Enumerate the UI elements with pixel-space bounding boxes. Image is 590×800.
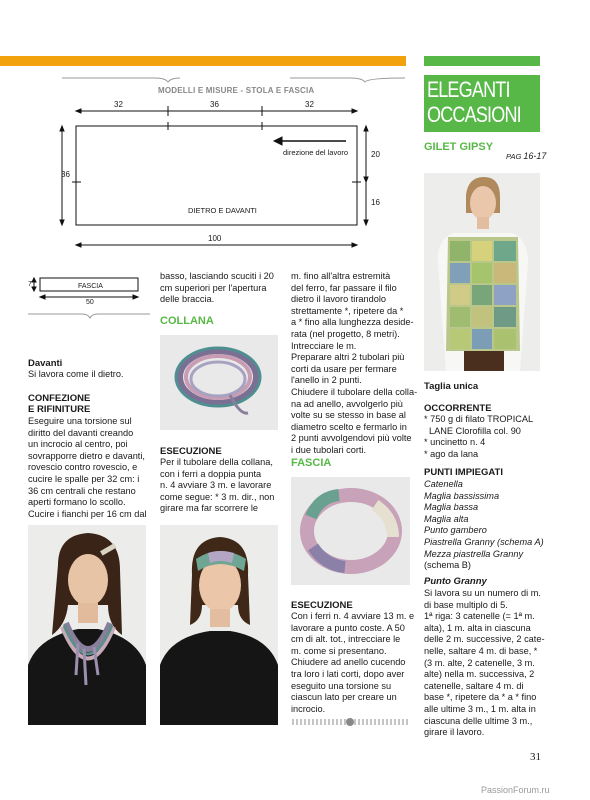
top-green-tab bbox=[424, 56, 540, 66]
page-ref-prefix: PAG bbox=[506, 152, 522, 161]
photo-model-necklace bbox=[28, 525, 146, 725]
measure-top-right: 32 bbox=[305, 100, 314, 109]
schematic-diagram bbox=[0, 0, 420, 260]
fascia-height: 7 bbox=[28, 281, 32, 288]
decorative-ruler bbox=[291, 716, 411, 728]
davanti-text: Si lavora come il dietro. bbox=[28, 369, 124, 379]
granny-heading: Punto Granny bbox=[424, 576, 487, 587]
page-reference bbox=[506, 151, 546, 161]
section-title-line2: OCCASIONI bbox=[427, 102, 521, 127]
punti-heading: PUNTI IMPIEGATI bbox=[424, 467, 503, 478]
photo-headband bbox=[291, 477, 410, 585]
fascia-diagram bbox=[26, 270, 152, 326]
fascia-heading: FASCIA bbox=[291, 457, 332, 469]
section-title-line1: ELEGANTI bbox=[427, 77, 510, 102]
measure-left-height: 36 bbox=[61, 170, 70, 179]
granny-text: Si lavora su un numero di m. di base multiplo di 5. 1ª riga: 3 catenelle (= 1ª m. alta), 1 m. alta in ciascuna delle 2 m. successive, 2 cate- nelle, saltare 4 m. di base, * (3 m. alte, 2 catenelle, 3 m. alte) nella m. successiva, 2 catenelle, saltare 4 m. di base *, ripetere da * a * fino alle ultime 3 m., 1 m. alta in ciascuna delle ultime 3 m., girare il lavoro. bbox=[424, 588, 545, 738]
davanti-heading: Davanti bbox=[28, 358, 63, 369]
project-name: GILET GIPSY bbox=[424, 141, 494, 153]
col3-top-text: m. fino all'altra estremità del ferro, far passare il filo dietro il lavoro tirandolo strettamente *, ripetere da * a * fino alla lunghezza deside- rata (nel progetto, 8 metri). Intrecciare le m. Preparare altri 2 tubolari più corti da usare per fermare l'anello in 2 punti. Chiudere il tubolare della colla- na ad anello, avvolgerlo più volte su se stesso in base al diametro scelto e fermarlo in 2 punti avvolgendovi più volte i due tubolari corti. bbox=[291, 271, 418, 455]
fascia-width: 50 bbox=[86, 299, 94, 306]
watermark: PassionForum.ru bbox=[481, 785, 550, 795]
measure-top-center: 36 bbox=[210, 100, 219, 109]
photo-model-gilet bbox=[424, 173, 540, 371]
measure-bottom: 100 bbox=[208, 234, 222, 243]
collana-heading: COLLANA bbox=[160, 315, 214, 327]
confezione-heading-2: E RIFINITURE bbox=[28, 404, 91, 415]
confezione-text: Eseguire una torsione sul diritto del davanti creando un incrocio al centro, poi sovrapporre dietro e davanti, rovescio contro rovescio, e cucire le spalle per 32 cm: i 36 cm centrali che restano aperti formano lo scollo. Cucire i fianchi per 16 cm dal bbox=[28, 416, 147, 519]
photo-model-headband bbox=[160, 525, 278, 725]
punti-list: Catenella Maglia bassissima Maglia bassa Maglia alta Punto gambero Piastrella Granny (schema A) Mezza piastrella Granny (schema B) bbox=[424, 479, 544, 571]
page-ref-number: 16-17 bbox=[523, 151, 547, 161]
col2-top-text: basso, lasciando scuciti i 20 cm superiori per l'apertura delle braccia. bbox=[160, 271, 274, 305]
esecuzione-heading-collana: ESECUZIONE bbox=[160, 446, 222, 457]
size-label: Taglia unica bbox=[424, 381, 479, 392]
measure-top-left: 32 bbox=[114, 100, 123, 109]
photo-necklace bbox=[160, 335, 278, 430]
occorrente-heading: OCCORRENTE bbox=[424, 403, 492, 414]
occorrente-list: * 750 g di filato TROPICAL LANE Clorofilla col. 90 * uncinetto n. 4 * ago da lana bbox=[424, 414, 534, 459]
fascia-label: FASCIA bbox=[78, 283, 103, 290]
measure-right-top: 20 bbox=[371, 150, 380, 159]
esecuzione-text-collana: Per il tubolare della collana, con i ferri a doppia punta n. 4 avviare 3 m. e lavorare come segue: * 3 m. dir., non girare ma far scorrere le bbox=[160, 457, 275, 514]
page-number: 31 bbox=[530, 751, 541, 763]
piece-label: DIETRO E DAVANTI bbox=[188, 206, 257, 215]
esecuzione-text-fascia: Con i ferri n. 4 avviare 13 m. e lavorare a punto coste. A 50 cm di alt. tot., intrecciare le m. come si presentano. Chiudere ad anello cucendo tra loro i lati corti, dopo aver eseguito una torsione su ciascun lato per creare un incrocio. bbox=[291, 611, 415, 714]
diagram-title: MODELLI E MISURE - STOLA E FASCIA bbox=[158, 86, 315, 95]
esecuzione-heading-fascia: ESECUZIONE bbox=[291, 600, 353, 611]
confezione-heading-1: CONFEZIONE bbox=[28, 393, 91, 404]
direction-label: direzione del lavoro bbox=[283, 148, 349, 157]
measure-right-bottom: 16 bbox=[371, 198, 380, 207]
